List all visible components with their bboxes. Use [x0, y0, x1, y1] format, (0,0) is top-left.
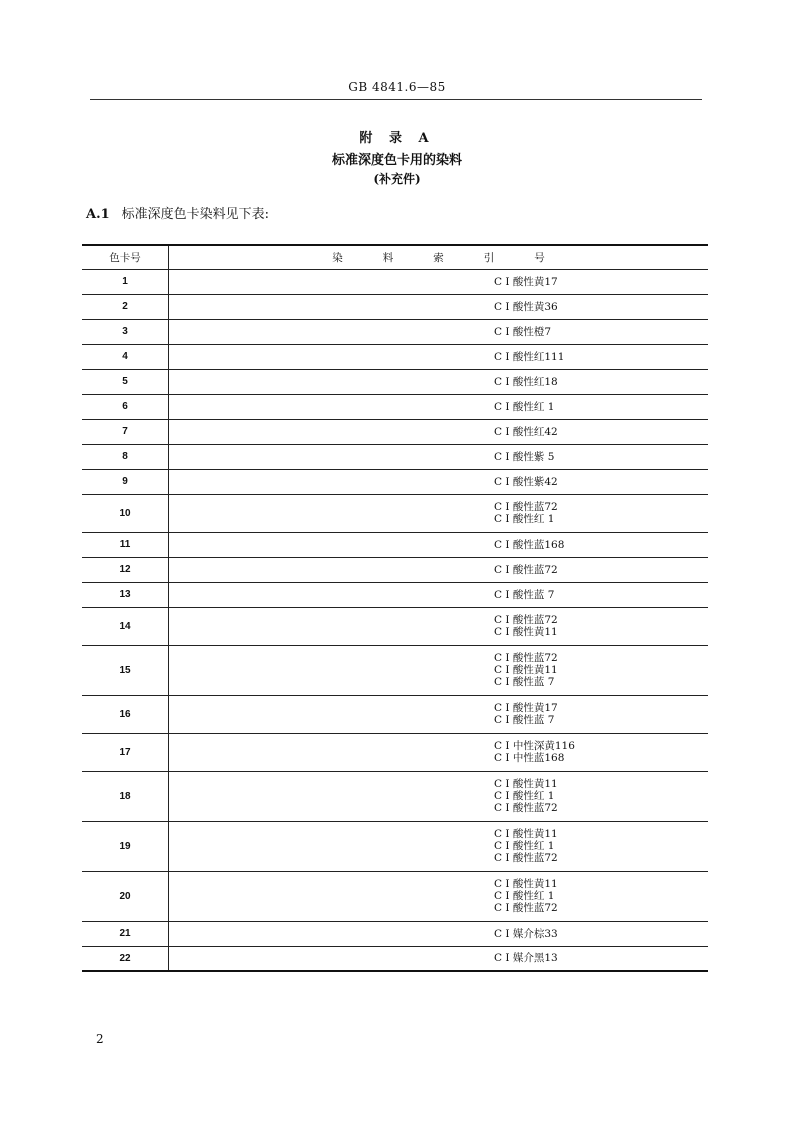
- header-rule: [90, 99, 702, 100]
- table-row: [82, 319, 708, 344]
- appendix-note: (补充件): [373, 172, 421, 186]
- dye-name: C I 酸性紫42: [494, 475, 558, 488]
- dye-index-cell: [169, 821, 709, 871]
- dye-name: C I 酸性蓝72: [494, 501, 558, 513]
- dye-name: C I 酸性蓝72: [494, 563, 558, 576]
- table-row: [82, 344, 708, 369]
- dye-name: C I 酸性黄36: [494, 300, 558, 313]
- appendix-subtitle: 标准深度色卡用的染料: [331, 153, 462, 168]
- table-row: [82, 532, 708, 557]
- header-dye-index: [169, 245, 709, 269]
- dye-index-cell: [169, 532, 709, 557]
- dye-index-cell: [169, 582, 709, 607]
- dye-name: C I 酸性黄11: [494, 778, 558, 790]
- dye-name: C I 酸性红111: [494, 350, 565, 363]
- table-row: [82, 771, 708, 821]
- dye-index-cell: [169, 607, 709, 645]
- dye-name: C I 酸性红 1: [494, 513, 555, 525]
- dye-index-cell: [169, 344, 709, 369]
- table-row: [82, 582, 708, 607]
- table-row: [82, 369, 708, 394]
- dye-name: C I 酸性红42: [494, 425, 558, 438]
- dye-name: C I 中性深黄116: [494, 740, 575, 752]
- dye-name: C I 酸性蓝 7: [494, 676, 555, 688]
- dye-index-cell: [169, 269, 709, 294]
- card-number-cell: 16: [82, 695, 169, 733]
- dye-index-cell: [169, 645, 709, 695]
- dye-name: C I 酸性蓝 7: [494, 714, 555, 726]
- dye-name: C I 酸性紫 5: [494, 450, 555, 463]
- card-number-cell: 1: [82, 269, 169, 294]
- dye-name: C I 酸性蓝72: [494, 852, 558, 864]
- table-row: [82, 607, 708, 645]
- card-number-cell: 17: [82, 733, 169, 771]
- section-heading: [86, 203, 269, 222]
- card-number-cell: 22: [82, 946, 169, 971]
- dye-index-cell: [169, 294, 709, 319]
- dye-name: C I 酸性蓝 7: [494, 588, 555, 601]
- dye-name: C I 酸性蓝72: [494, 614, 558, 626]
- table-row: [82, 444, 708, 469]
- card-number-cell: 6: [82, 394, 169, 419]
- dye-name: C I 酸性黄17: [494, 702, 558, 714]
- dye-index-cell: [169, 946, 709, 971]
- card-number-cell: 12: [82, 557, 169, 582]
- card-number-cell: 20: [82, 871, 169, 921]
- table-row: [82, 871, 708, 921]
- table-row: [82, 469, 708, 494]
- dye-index-cell: [169, 319, 709, 344]
- card-number-cell: 5: [82, 369, 169, 394]
- dye-name: C I 酸性红 1: [494, 400, 555, 413]
- table-row: [82, 269, 708, 294]
- dye-name: C I 酸性黄11: [494, 626, 558, 638]
- card-number-cell: 3: [82, 319, 169, 344]
- table-header-row: [82, 245, 708, 269]
- dye-name: C I 酸性红 1: [494, 890, 555, 902]
- table-row: [82, 419, 708, 444]
- dye-name: C I 酸性橙7: [494, 325, 552, 338]
- standard-number-header: GB 4841.6—85: [348, 80, 446, 94]
- page-number: 2: [96, 1032, 104, 1046]
- header-dye-index-label: 染料索引号: [332, 251, 585, 264]
- card-number-cell: 21: [82, 921, 169, 946]
- card-number-cell: 19: [82, 821, 169, 871]
- table-row: [82, 294, 708, 319]
- card-number-cell: 14: [82, 607, 169, 645]
- table-row: [82, 695, 708, 733]
- dye-name: C I 媒介黑13: [494, 952, 558, 965]
- dye-name: C I 酸性蓝72: [494, 652, 558, 664]
- section-text: 标准深度色卡染料见下表:: [121, 207, 270, 222]
- card-number-cell: 8: [82, 444, 169, 469]
- card-number-cell: 9: [82, 469, 169, 494]
- dye-index-cell: [169, 394, 709, 419]
- table-row: [82, 557, 708, 582]
- dye-index-cell: [169, 921, 709, 946]
- dye-name: C I 酸性黄11: [494, 878, 558, 890]
- dye-name: C I 酸性红 1: [494, 790, 555, 802]
- dye-index-cell: [169, 871, 709, 921]
- card-number-cell: 10: [82, 494, 169, 532]
- dye-index-cell: [169, 494, 709, 532]
- dye-index-cell: [169, 733, 709, 771]
- card-number-cell: 2: [82, 294, 169, 319]
- table-row: [82, 821, 708, 871]
- dye-name: C I 酸性黄11: [494, 828, 558, 840]
- header-card-number: 色卡号: [82, 245, 169, 269]
- dye-name: C I 中性蓝168: [494, 752, 565, 764]
- card-number-cell: 15: [82, 645, 169, 695]
- dye-name: C I 酸性黄11: [494, 664, 558, 676]
- dye-table: [82, 244, 708, 972]
- table-body: [82, 269, 708, 971]
- card-number-cell: 4: [82, 344, 169, 369]
- dye-index-cell: [169, 419, 709, 444]
- table-row: [82, 494, 708, 532]
- section-number: A.1: [86, 207, 110, 222]
- appendix-title: 附 录 A: [359, 131, 435, 146]
- dye-name: C I 媒介棕33: [494, 927, 558, 940]
- table-row: [82, 946, 708, 971]
- card-number-cell: 18: [82, 771, 169, 821]
- card-number-cell: 11: [82, 532, 169, 557]
- dye-name: C I 酸性红 1: [494, 840, 555, 852]
- dye-name: C I 酸性红18: [494, 375, 558, 388]
- dye-name: C I 酸性蓝168: [494, 538, 565, 551]
- card-number-cell: 7: [82, 419, 169, 444]
- dye-index-cell: [169, 695, 709, 733]
- table-row: [82, 921, 708, 946]
- dye-index-cell: [169, 469, 709, 494]
- dye-name: C I 酸性蓝72: [494, 902, 558, 914]
- table-row: [82, 733, 708, 771]
- dye-name: C I 酸性黄17: [494, 275, 558, 288]
- dye-index-cell: [169, 557, 709, 582]
- dye-index-cell: [169, 444, 709, 469]
- table-row: [82, 394, 708, 419]
- dye-index-cell: [169, 369, 709, 394]
- table-row: [82, 645, 708, 695]
- dye-name: C I 酸性蓝72: [494, 802, 558, 814]
- card-number-cell: 13: [82, 582, 169, 607]
- dye-index-cell: [169, 771, 709, 821]
